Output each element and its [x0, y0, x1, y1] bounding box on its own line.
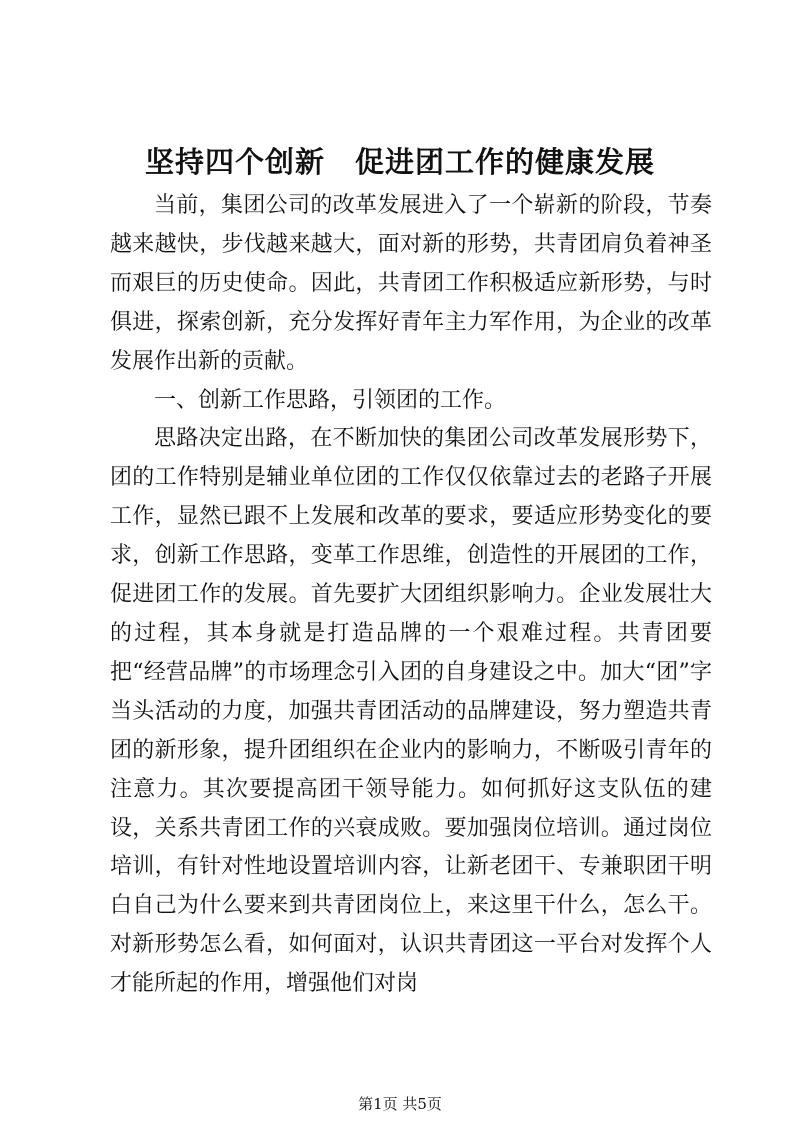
- document-body: [110, 187, 712, 1004]
- paragraph-intro: 当前，集团公司的改革发展进入了一个崭新的阶段，节奏越来越快，步伐越来越大，面对新的形势，共青团肩负着神圣而艰巨的历史使命。因此，共青团工作积极适应新形势，与时俱进，探索创新，充分发挥好青年主力军作用，为企业的改革发展作出新的贡献。: [110, 193, 712, 374]
- document-title: 坚持四个创新 促进团工作的健康发展: [144, 145, 655, 179]
- page-footer: 第1页 共5页: [358, 1095, 442, 1113]
- paragraph-section-heading: 一、创新工作思路，引领团的工作。: [154, 387, 507, 413]
- paragraph-body: 思路决定出路，在不断加快的集团公司改革发展形势下，团的工作特别是辅业单位团的工作仅仅依靠过去的老路子开展工作，显然已跟不上发展和改革的要求，要适应形势变化的要求，创新工作思路，变革工作思维，创造性的开展团的工作，促进团工作的发展。首先要扩大团组织影响力。企业发展壮大的过程，其本身就是打造品牌的一个艰难过程。共青团要把“经营品牌”的市场理念引入团的自身建设之中。加大“团”字当头活动的力度，加强共青团活动的品牌建设，努力塑造共青团的新形象，提升团组织在企业内的影响力，不断吸引青年的注意力。其次要提高团干领导能力。如何抓好这支队伍的建设，关系共青团工作的兴衰成败。要加强岗位培训。通过岗位培训，有针对性地设置培训内容，让新老团干、专兼职团干明白自己为什么要来到共青团岗位上，来这里干什么，怎么干。对新形势怎么看，如何面对，认识共青团这一平台对发挥个人才能所起的作用，增强他们对岗: [110, 426, 712, 997]
